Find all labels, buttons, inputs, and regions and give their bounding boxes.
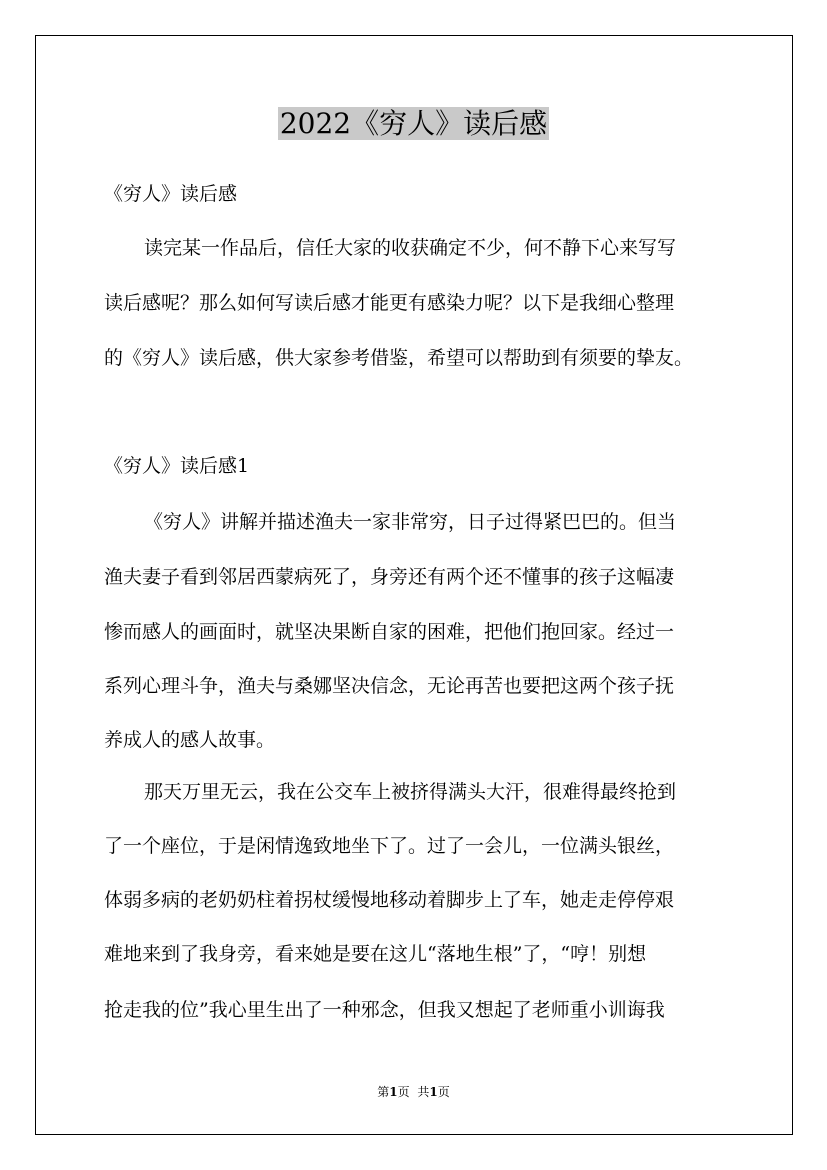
page-footer <box>0 1083 827 1101</box>
paragraph1-line: 系列心理斗争，渔夫与桑娜坚决信念，无论再苦也要把这两个孩子抚 <box>104 675 675 697</box>
paragraph1-line: 惨而感人的画面时，就坚决果断自家的困难，把他们抱回家。经过一 <box>104 621 675 643</box>
footer-page-suffix: 页 <box>397 1085 410 1099</box>
document-title <box>0 104 827 144</box>
paragraph2-line: 那天万里无云，我在公交车上被挤得满头大汗，很难得最终抢到 <box>144 781 677 803</box>
paragraph2-line: 体弱多病的老奶奶柱着拐杖缓慢地移动着脚步上了车，她走走停停艰 <box>104 889 675 911</box>
intro-line: 读后感呢？那么如何写读后感才能更有感染力呢？以下是我细心整理 <box>104 292 675 314</box>
paragraph1-line: 《穷人》讲解并描述渔夫一家非常穷，日子过得紧巴巴的。但当 <box>144 511 677 533</box>
paragraph2-line: 了一个座位，于是闲情逸致地坐下了。过了一会儿，一位满头银丝， <box>104 835 675 857</box>
footer-page-number: 1 <box>389 1085 398 1099</box>
paragraph1-line: 渔夫妻子看到邻居西蒙病死了，身旁还有两个还不懂事的孩子这幅凄 <box>104 566 675 588</box>
subtitle: 《穷人》读后感 <box>104 183 238 205</box>
intro-line: 的《穷人》读后感，供大家参考借鉴，希望可以帮助到有须要的挚友。 <box>104 347 694 369</box>
intro-line: 读完某一作品后，信任大家的收获确定不少，何不静下心来写写 <box>144 237 677 259</box>
footer-total-suffix: 页 <box>437 1085 450 1099</box>
paragraph2-line: 难地来到了我身旁，看来她是要在这儿“落地生根”了，“哼！别想 <box>104 943 647 965</box>
paragraph2-line: 抢走我的位”我心里生出了一种邪念，但我又想起了老师重小训诲我 <box>104 999 665 1021</box>
document-title-text: 2022《穷人》读后感 <box>279 107 548 140</box>
footer-total-prefix: 共 <box>417 1085 430 1099</box>
section-heading: 《穷人》读后感1 <box>104 455 250 477</box>
paragraph1-line: 养成人的感人故事。 <box>104 729 276 751</box>
footer-total-number: 1 <box>429 1085 438 1099</box>
footer-page-prefix: 第 <box>377 1085 390 1099</box>
